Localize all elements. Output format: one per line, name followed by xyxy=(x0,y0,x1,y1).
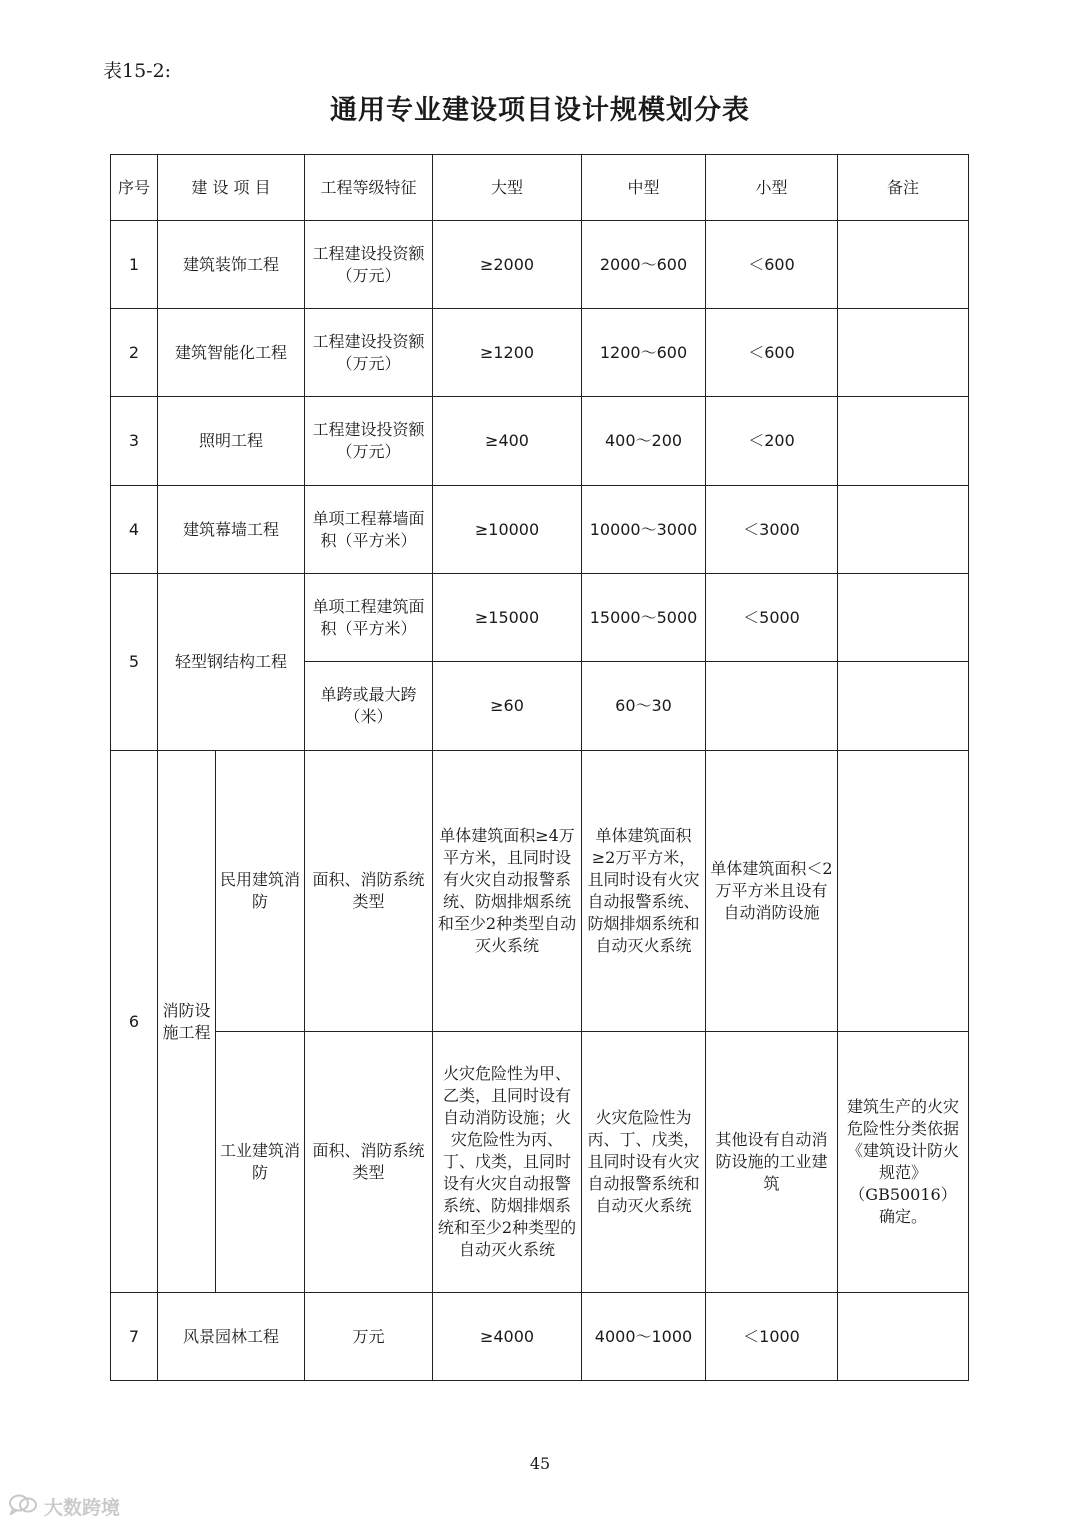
row-number: 6 xyxy=(111,751,158,1293)
row-number: 3 xyxy=(111,397,158,486)
grade-feature: 面积、消防系统类型 xyxy=(305,1032,433,1293)
grade-feature: 工程建设投资额（万元） xyxy=(305,397,433,486)
medium-value: 2000～600 xyxy=(582,221,706,309)
header-project: 建 设 项 目 xyxy=(158,155,305,221)
medium-value: 15000～5000 xyxy=(582,574,706,662)
project-name: 建筑智能化工程 xyxy=(158,309,305,397)
medium-value: 火灾危险性为丙、丁、戊类，且同时设有火灾自动报警系统和自动灭火系统 xyxy=(582,1032,706,1293)
header-note: 备注 xyxy=(838,155,969,221)
table-row xyxy=(111,751,969,1032)
small-value xyxy=(706,662,838,751)
small-value: ＜600 xyxy=(706,309,838,397)
grade-feature: 万元 xyxy=(305,1293,433,1381)
small-value: ＜3000 xyxy=(706,486,838,574)
design-scale-table xyxy=(110,154,969,1381)
project-name: 轻型钢结构工程 xyxy=(158,574,305,751)
header-medium: 中型 xyxy=(582,155,706,221)
large-value: ≥4000 xyxy=(433,1293,582,1381)
page-number: 45 xyxy=(529,1454,551,1473)
table-row xyxy=(111,309,969,397)
header-large: 大型 xyxy=(433,155,582,221)
medium-value: 4000～1000 xyxy=(582,1293,706,1381)
table-row xyxy=(111,221,969,309)
note: 建筑生产的火灾危险性分类依据《建筑设计防火规范》（GB50016）确定。 xyxy=(838,1032,969,1293)
note xyxy=(838,574,969,662)
project-name: 风景园林工程 xyxy=(158,1293,305,1381)
sub-category: 工业建筑消防 xyxy=(216,1032,305,1293)
table-row xyxy=(111,1293,969,1381)
project-name: 建筑幕墙工程 xyxy=(158,486,305,574)
project-name: 消防设施工程 xyxy=(158,751,216,1293)
large-value: ≥60 xyxy=(433,662,582,751)
medium-value: 单体建筑面积≥2万平方米，且同时设有火灾自动报警系统、防烟排烟系统和自动灭火系统 xyxy=(582,751,706,1032)
watermark xyxy=(8,1493,120,1520)
small-value: 单体建筑面积＜2万平方米且设有自动消防设施 xyxy=(706,751,838,1032)
watermark-text: 大数跨境 xyxy=(44,1497,121,1519)
small-value: 其他设有自动消防设施的工业建筑 xyxy=(706,1032,838,1293)
table-row xyxy=(111,486,969,574)
large-value: ≥10000 xyxy=(433,486,582,574)
row-number: 1 xyxy=(111,221,158,309)
header-feature: 工程等级特征 xyxy=(305,155,433,221)
header-small: 小型 xyxy=(706,155,838,221)
table-label: 表15-2: xyxy=(103,60,172,82)
row-number: 7 xyxy=(111,1293,158,1381)
large-value: ≥15000 xyxy=(433,574,582,662)
grade-feature: 面积、消防系统类型 xyxy=(305,751,433,1032)
table-row xyxy=(111,1032,969,1293)
note xyxy=(838,1293,969,1381)
grade-feature: 工程建设投资额（万元） xyxy=(305,221,433,309)
note xyxy=(838,309,969,397)
speech-bubble-logo-icon xyxy=(8,1493,38,1520)
note xyxy=(838,662,969,751)
header-no: 序号 xyxy=(111,155,158,221)
large-value: ≥2000 xyxy=(433,221,582,309)
grade-feature: 单跨或最大跨（米） xyxy=(305,662,433,751)
large-value: 火灾危险性为甲、乙类，且同时设有自动消防设施；火灾危险性为丙、丁、戊类，且同时设有火灾自动报警系统、防烟排烟系统和至少2种类型的自动灭火系统 xyxy=(433,1032,582,1293)
page-title: 通用专业建设项目设计规模划分表 xyxy=(330,95,750,126)
grade-feature: 单项工程幕墙面积（平方米） xyxy=(305,486,433,574)
medium-value: 400～200 xyxy=(582,397,706,486)
project-name: 建筑装饰工程 xyxy=(158,221,305,309)
small-value: ＜5000 xyxy=(706,574,838,662)
small-value: ＜1000 xyxy=(706,1293,838,1381)
grade-feature: 工程建设投资额（万元） xyxy=(305,309,433,397)
project-name: 照明工程 xyxy=(158,397,305,486)
small-value: ＜200 xyxy=(706,397,838,486)
table-row xyxy=(111,574,969,662)
table-row xyxy=(111,397,969,486)
small-value: ＜600 xyxy=(706,221,838,309)
row-number: 4 xyxy=(111,486,158,574)
row-number: 5 xyxy=(111,574,158,751)
large-value: 单体建筑面积≥4万平方米，且同时设有火灾自动报警系统、防烟排烟系统和至少2种类型自动灭火系统 xyxy=(433,751,582,1032)
medium-value: 10000～3000 xyxy=(582,486,706,574)
grade-feature: 单项工程建筑面积（平方米） xyxy=(305,574,433,662)
medium-value: 60～30 xyxy=(582,662,706,751)
note xyxy=(838,397,969,486)
medium-value: 1200～600 xyxy=(582,309,706,397)
row-number: 2 xyxy=(111,309,158,397)
table-header-row xyxy=(111,155,969,221)
large-value: ≥400 xyxy=(433,397,582,486)
large-value: ≥1200 xyxy=(433,309,582,397)
note xyxy=(838,221,969,309)
note xyxy=(838,751,969,1032)
sub-category: 民用建筑消防 xyxy=(216,751,305,1032)
note xyxy=(838,486,969,574)
